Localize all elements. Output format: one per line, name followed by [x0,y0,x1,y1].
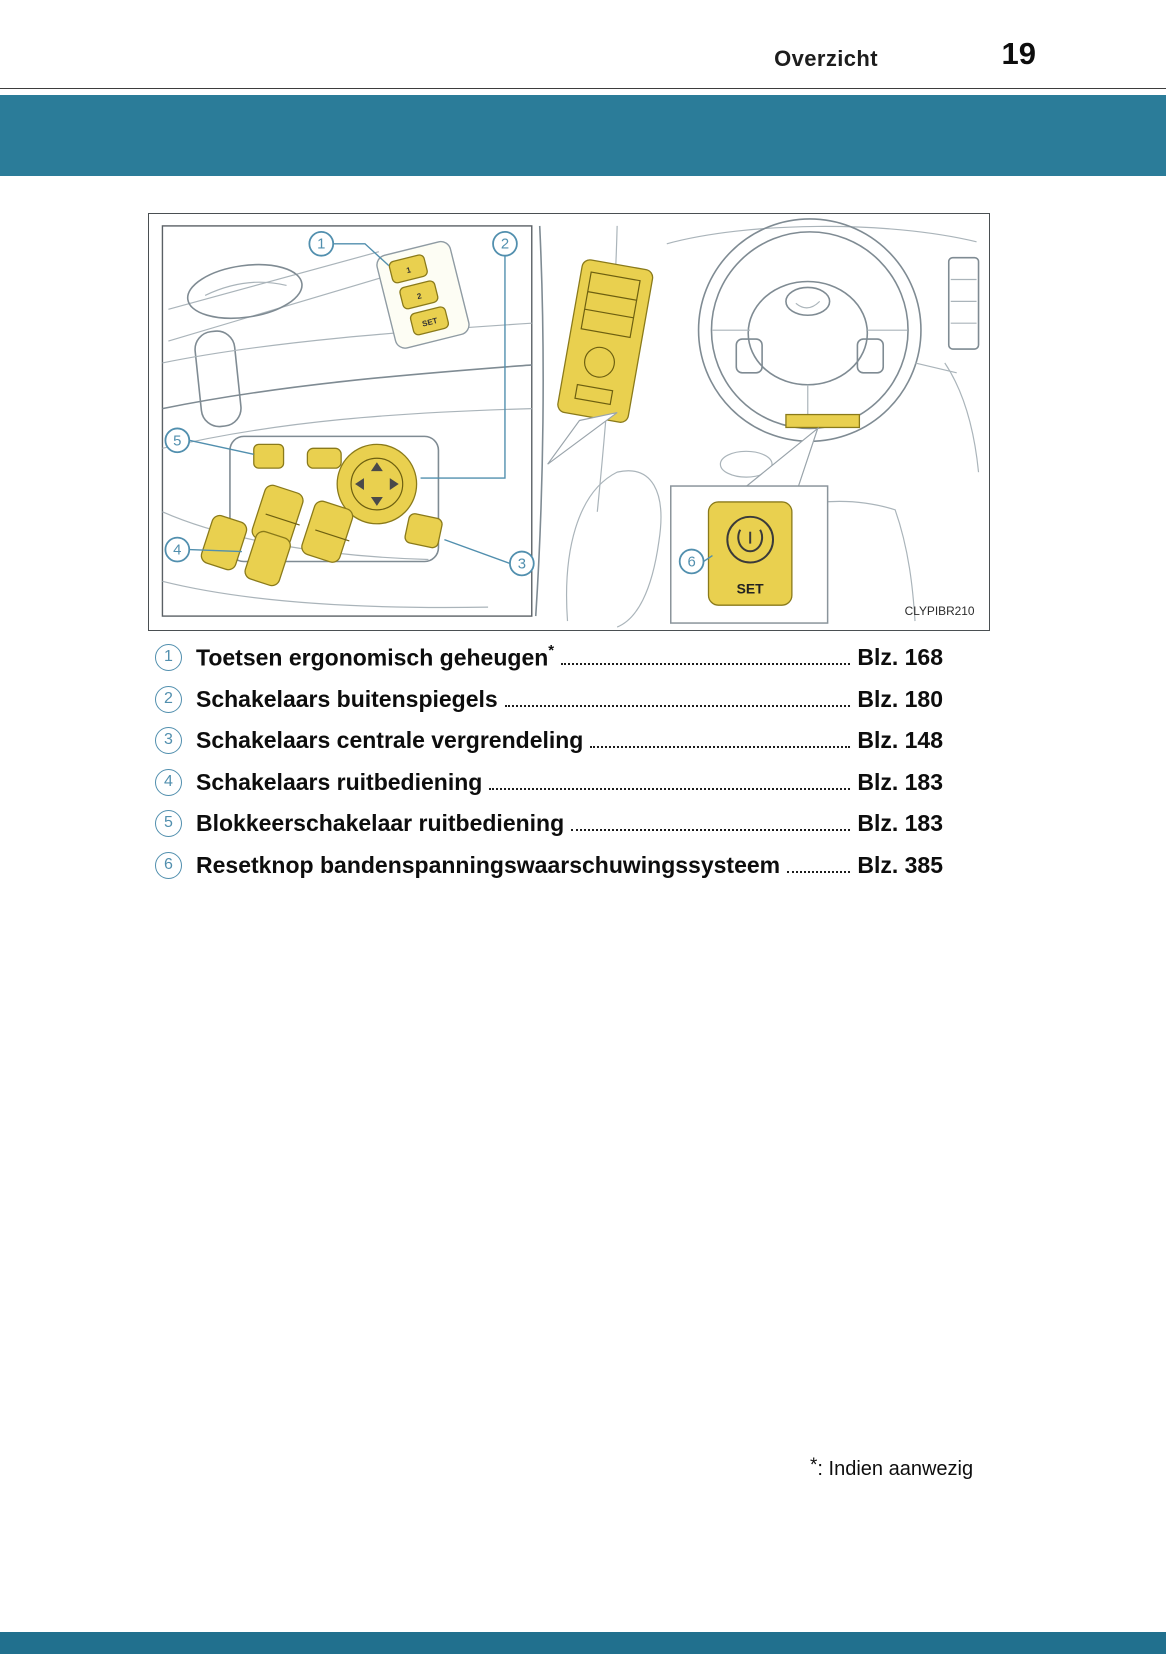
svg-text:6: 6 [687,554,696,571]
legend-number: 6 [155,852,182,879]
tpms-reset-location [786,415,859,428]
callout-5 [165,428,189,452]
dot-leader [505,692,851,707]
callout-pointer-left [548,413,617,465]
page-reference: Blz. 148 [857,727,943,754]
page-reference: Blz. 183 [857,810,943,837]
lexus-emblem [786,287,830,315]
figure-code: CLYPIBR210 [904,604,975,619]
svg-text:2: 2 [416,291,423,302]
callout-2 [493,232,517,256]
legend-label: Schakelaars centrale vergrendeling [196,727,584,754]
door-lock-switch [404,513,443,549]
window-lock-switch [254,444,284,468]
legend-number: 4 [155,769,182,796]
callout-1 [309,232,333,256]
footnote [810,1455,974,1481]
svg-text:2: 2 [500,236,510,253]
interior-figure [148,213,990,631]
legend-number: 3 [155,727,182,754]
svg-text:1: 1 [405,265,412,276]
svg-text:4: 4 [173,542,182,559]
legend-label-text: Toetsen ergonomisch geheugen [196,644,549,671]
legend-list [155,637,943,886]
steering-wheel [699,219,957,441]
side-vent [949,258,979,349]
page-reference: Blz. 168 [857,644,943,671]
footnote-text: : Indien aanwezig [817,1458,974,1480]
legend-label: Blokkeerschakelaar ruitbediening [196,810,565,837]
svg-text:3: 3 [517,556,526,573]
asterisk: * [548,641,555,659]
callout-4 [165,538,189,562]
page-reference: Blz. 385 [857,851,943,878]
legend-label [196,641,555,672]
legend-item-6 [155,845,943,887]
legend-number: 2 [155,686,182,713]
legend-item-4 [155,762,943,804]
legend-number: 1 [155,644,182,671]
mirror-select-switch [307,448,341,468]
dot-leader [489,775,850,790]
svg-text:5: 5 [173,433,182,450]
legend-label: Schakelaars ruitbediening [196,768,483,795]
set-button-inset [671,428,828,623]
svg-text:SET: SET [736,580,764,597]
dot-leader [787,858,850,873]
legend-item-3 [155,720,943,762]
legend-label: Resetknop bandenspanningswaarschuwingssysteem [196,851,781,878]
svg-text:SET: SET [421,316,439,329]
legend-item-1 [155,637,943,679]
interior-illustration [149,214,988,629]
door-switch-inset-panel [548,259,654,465]
dot-leader [590,733,850,748]
legend-item-5 [155,803,943,845]
header-divider [0,88,1166,89]
bottom-bar [0,1632,1166,1654]
callout-3 [510,552,534,576]
legend-number: 5 [155,810,182,837]
page-reference: Blz. 180 [857,685,943,712]
callout-6 [680,550,704,574]
footnote-asterisk: * [810,1455,818,1476]
page-number: 19 [1001,36,1036,71]
svg-text:1: 1 [317,236,326,253]
page-title: Overzicht [774,46,878,71]
legend-label: Schakelaars buitenspiegels [196,685,498,712]
dot-leader [561,650,850,665]
section-banner [0,95,1166,176]
dot-leader [571,816,850,831]
page-reference: Blz. 183 [857,768,943,795]
legend-item-2 [155,679,943,721]
